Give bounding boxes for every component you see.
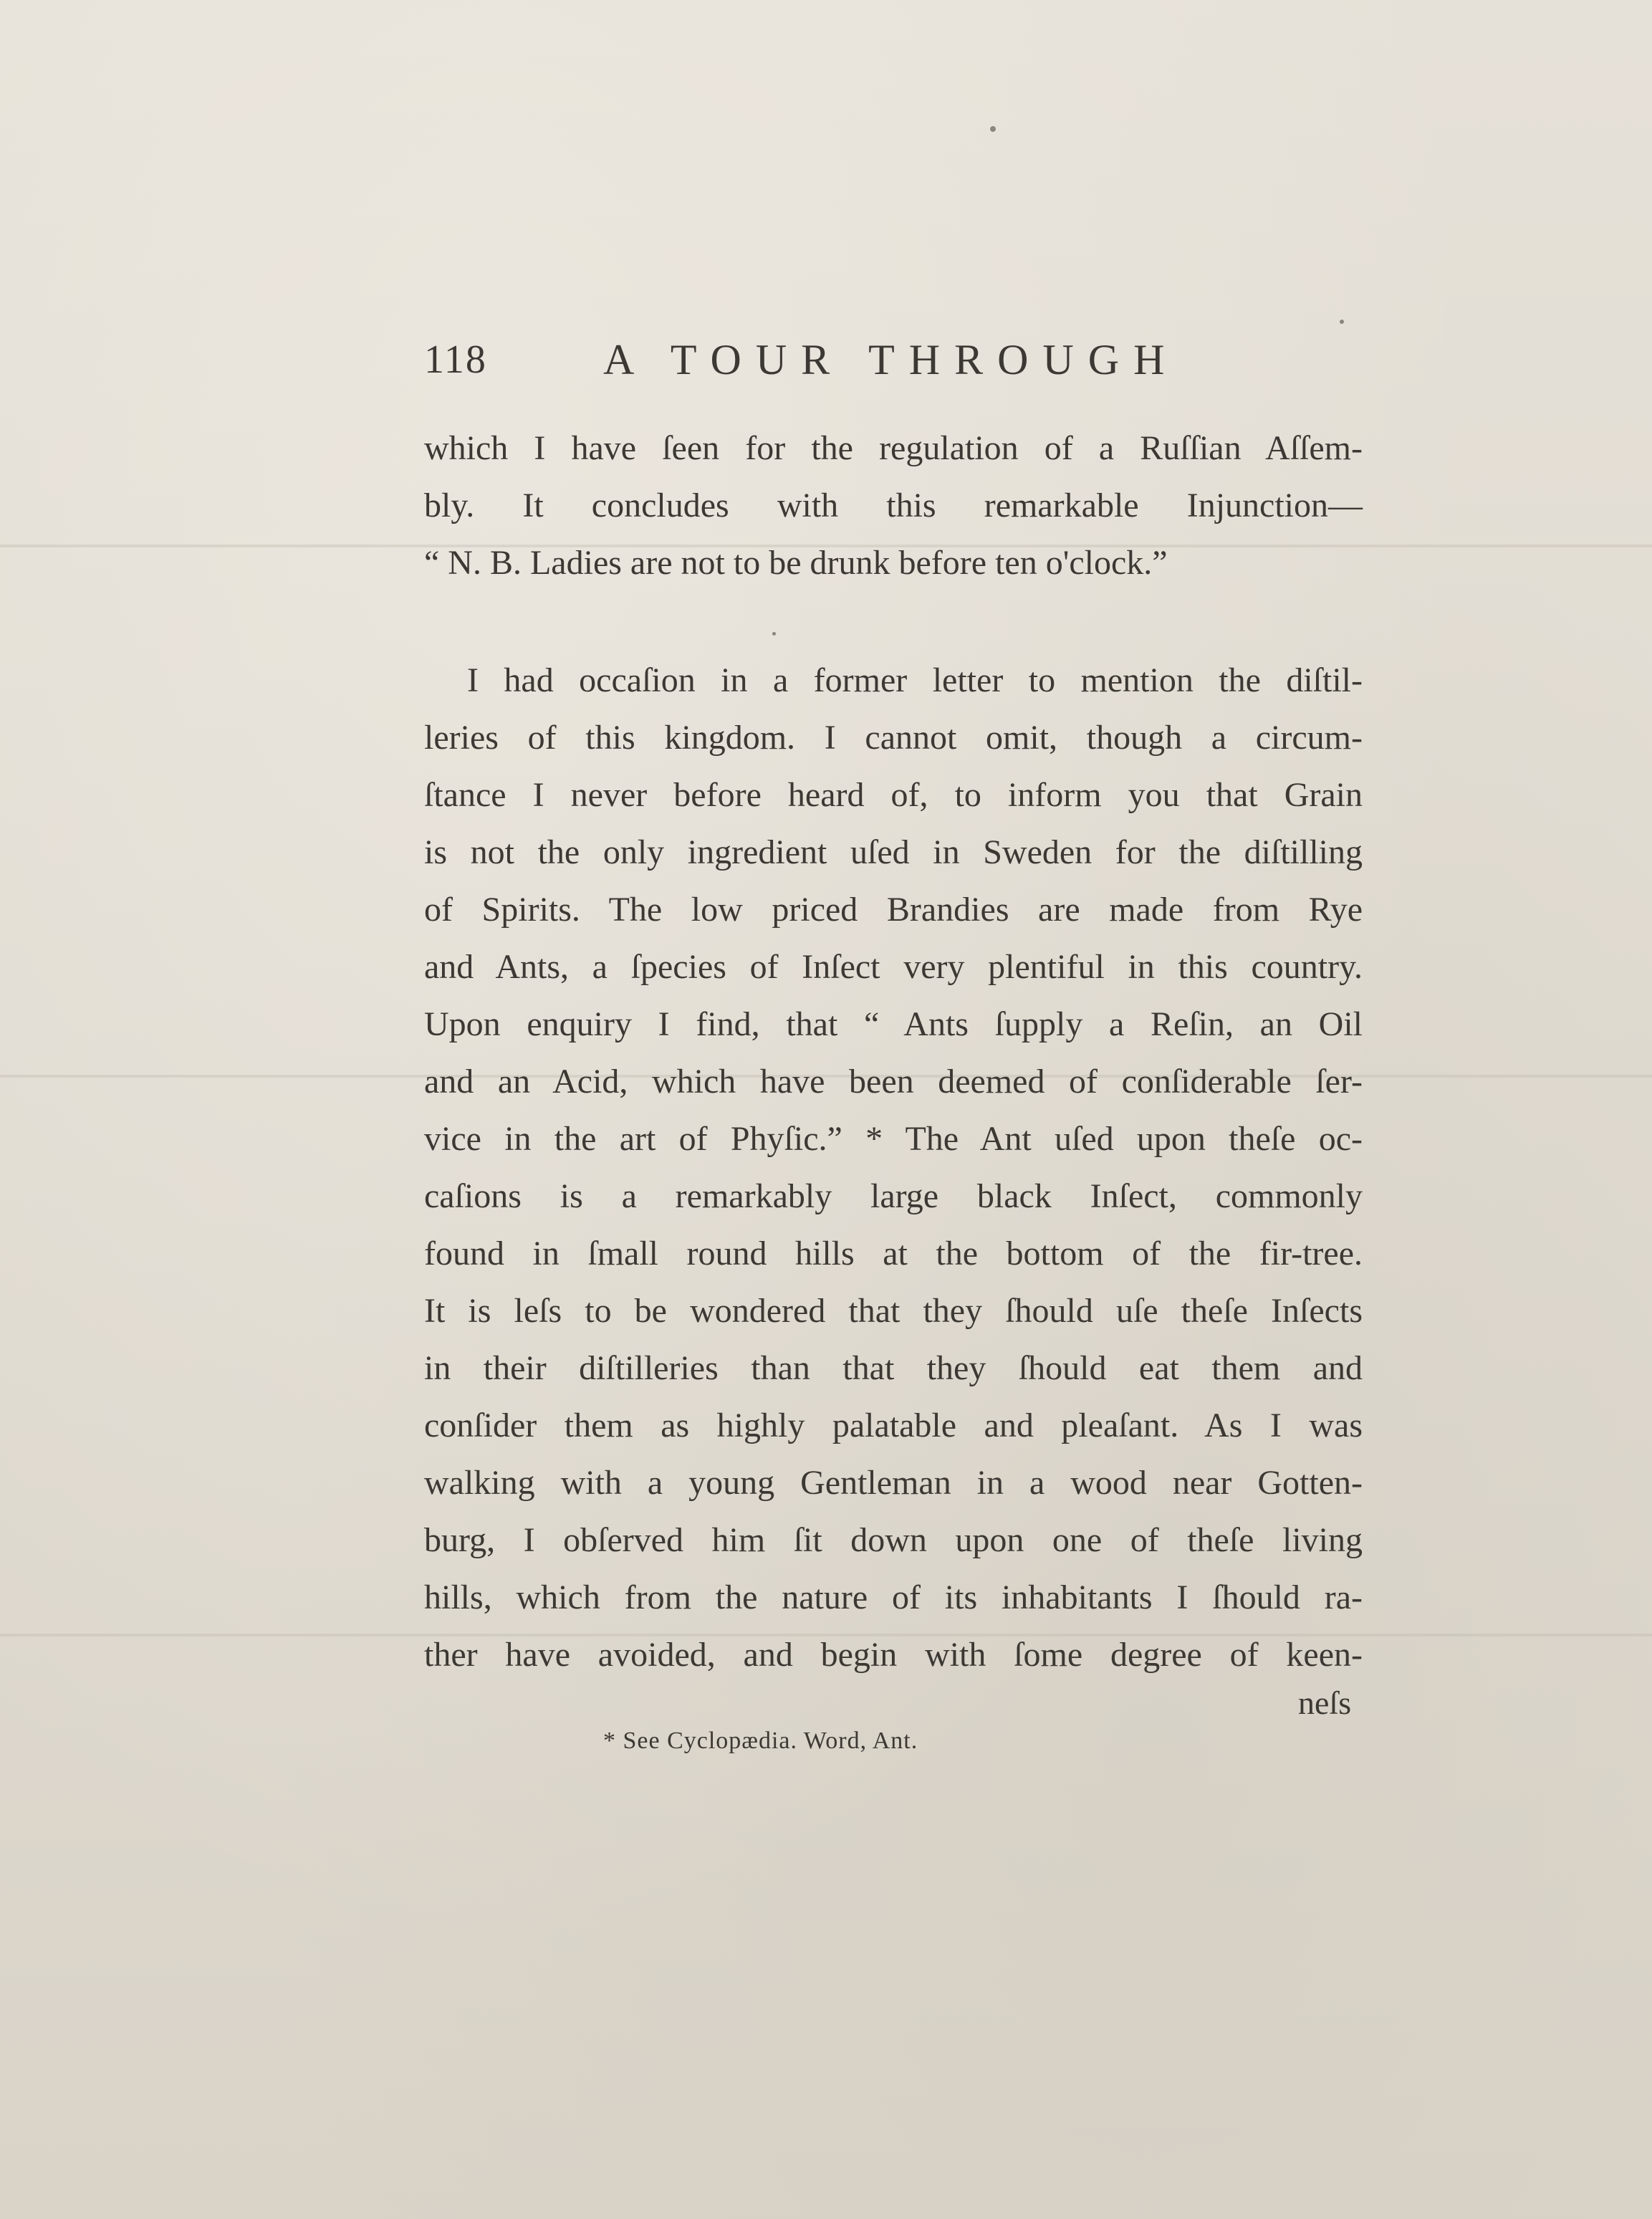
text-line: caſions is a remarkably large black Inſect, commonly xyxy=(424,1177,1363,1215)
text-line: which I have ſeen for the regulation of a Ruſſian Aſſem- xyxy=(424,429,1363,467)
paper-speck xyxy=(1340,320,1344,324)
text-line: ſtance I never before heard of, to inform you that Grain xyxy=(424,776,1363,814)
text-line: conſider them as highly palatable and pleaſant. As I was xyxy=(424,1406,1363,1444)
text-line: “ N. B. Ladies are not to be drunk before ten o'clock.” xyxy=(424,544,1168,582)
text-line: Upon enquiry I find, that “ Ants ſupply a Reſin, an Oil xyxy=(424,1005,1363,1043)
paragraph-break xyxy=(424,592,1363,652)
page-number: 118 xyxy=(424,337,487,382)
catchword: neſs xyxy=(1298,1684,1352,1721)
text-line: and Ants, a ſpecies of Inſect very plentiful in this country. xyxy=(424,948,1363,986)
text-line: in their diſtilleries than that they ſhould eat them and xyxy=(424,1349,1363,1387)
text-line: bly. It concludes with this remarkable Injunction— xyxy=(424,487,1363,524)
running-head: A TOUR THROUGH xyxy=(603,336,1179,383)
text-line: walking with a young Gentleman in a wood near Gotten- xyxy=(424,1464,1363,1502)
text-line: burg, I obſerved him ſit down upon one of theſe living xyxy=(424,1521,1363,1559)
main-text xyxy=(424,420,1363,1684)
text-line: found in ſmall round hills at the bottom of the fir-tree. xyxy=(424,1235,1363,1273)
text-line: hills, which from the nature of its inhabitants I ſhould ra- xyxy=(424,1578,1363,1616)
page-header xyxy=(424,331,1269,388)
text-line: and an Acid, which have been deemed of conſiderable ſer- xyxy=(424,1063,1363,1101)
text-line: ther have avoided, and begin with ſome degree of keen- xyxy=(424,1636,1363,1674)
text-line: leries of this kingdom. I cannot omit, though a circum- xyxy=(424,719,1363,757)
text-line: vice in the art of Phyſic.” * The Ant uſed upon theſe oc- xyxy=(424,1120,1363,1158)
text-line: is not the only ingredient uſed in Sweden for the diſtilling xyxy=(424,833,1363,871)
text-line: of Spirits. The low priced Brandies are made from Rye xyxy=(424,891,1363,929)
footnote: * See Cyclopædia. Word, Ant. xyxy=(603,1727,918,1754)
text-line: It is leſs to be wondered that they ſhould uſe theſe Inſects xyxy=(424,1292,1363,1330)
paper-speck xyxy=(990,126,996,132)
text-line: I had occaſion in a former letter to mention the diſtil- xyxy=(467,661,1363,699)
